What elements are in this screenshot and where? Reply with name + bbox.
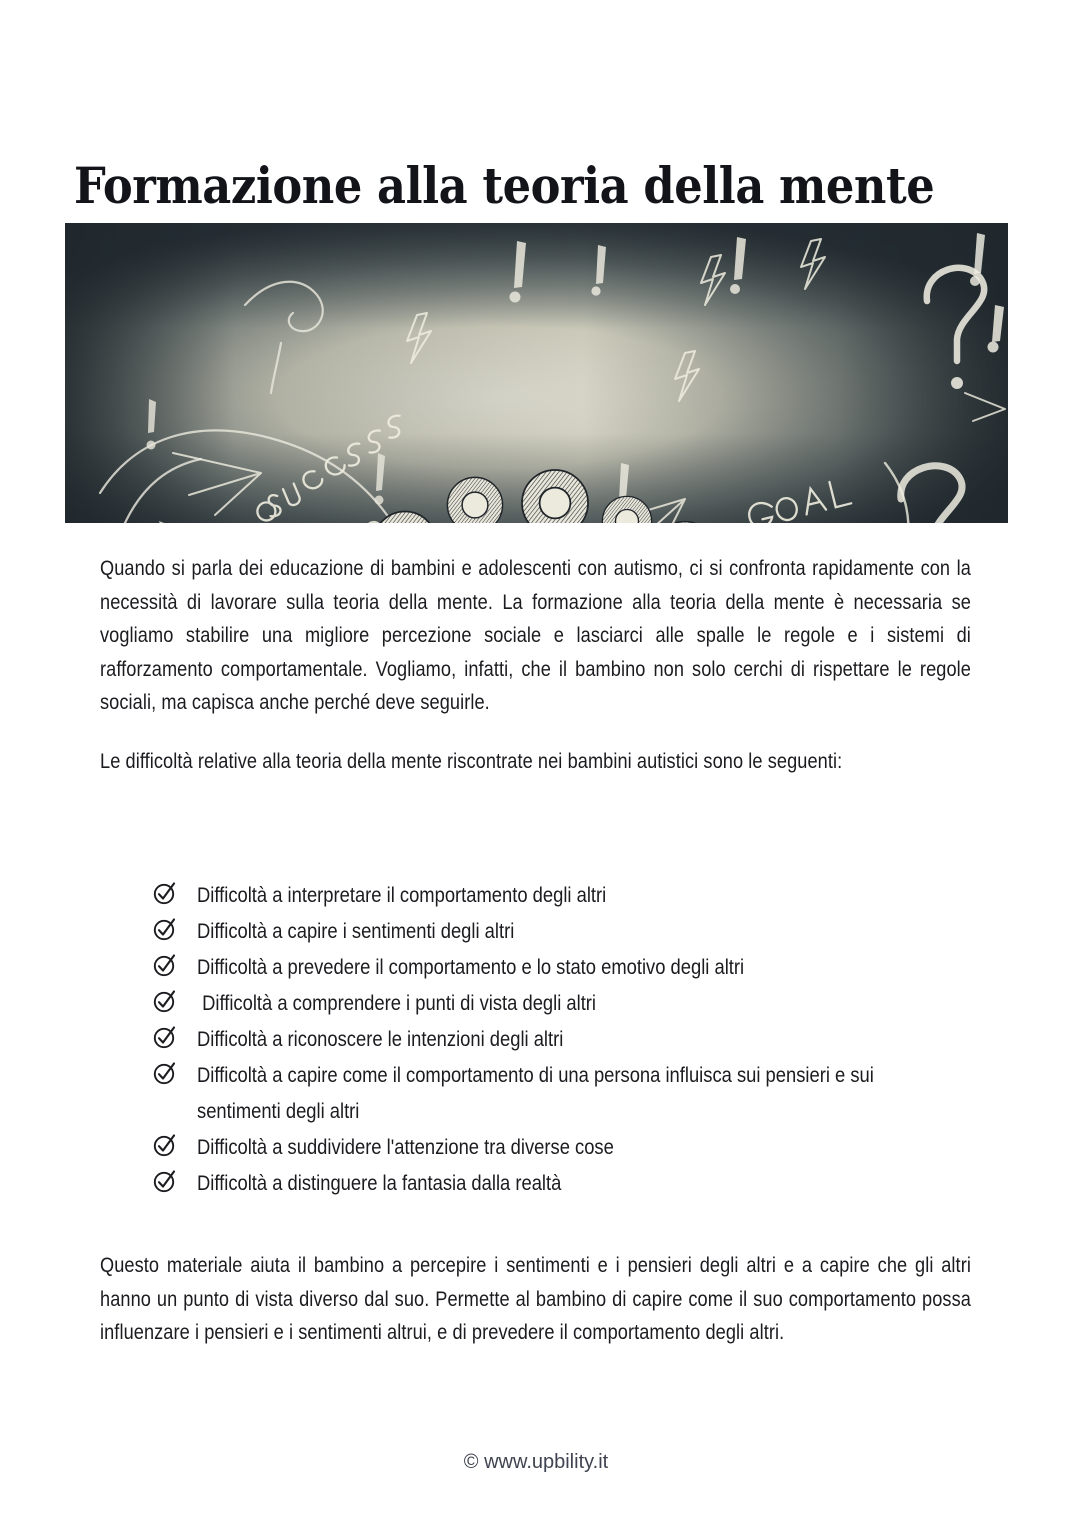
banner-image xyxy=(65,223,1008,523)
list-item-label: Difficoltà a capire i sentimenti degli altri xyxy=(197,920,515,943)
list-item-label: Difficoltà a riconoscere le intenzioni degli altri xyxy=(197,1028,564,1051)
circled-checkmark-icon xyxy=(152,1024,178,1050)
list-item-label: Difficoltà a comprendere i punti di vista degli altri xyxy=(197,992,597,1015)
list-item-label: Difficoltà a capire come il comportamento di una persona influisca sui pensieri e sui sentimenti degli altri xyxy=(197,1064,879,1123)
list-item xyxy=(152,950,952,986)
list-item xyxy=(152,878,952,914)
list-item xyxy=(152,1166,952,1202)
list-item xyxy=(152,1130,952,1166)
circled-checkmark-icon xyxy=(152,952,178,978)
list-item xyxy=(152,1058,952,1130)
footer-copyright: © www.upbility.it xyxy=(463,1451,609,1473)
paragraph-intro: Quando si parla dei educazione di bambini e adolescenti con autismo, ci si confronta rapidamente con la necessità di lavorare sulla teoria della mente. La formazione alla teoria della mente è necessaria se vogliamo stabilire una migliore percezione sociale e lasciarci alle spalle le regole e i sistemi di rafforzamento comportamentale. Vogliamo, infatti, che il bambino non solo cerchi di rispettare le regole sociali, ma capisca anche perché deve seguirle. xyxy=(100,557,971,714)
list-item-label: Difficoltà a interpretare il comportamento degli altri xyxy=(197,884,607,907)
list-item-label: Difficoltà a distinguere la fantasia dalla realtà xyxy=(197,1172,562,1195)
circled-checkmark-icon xyxy=(152,880,178,906)
body-text-column xyxy=(100,552,971,778)
circled-checkmark-icon xyxy=(152,1060,178,1086)
list-item xyxy=(152,986,952,1022)
list-item xyxy=(152,914,952,950)
paragraph-list-lead-in: Le difficoltà relative alla teoria della mente riscontrate nei bambini autistici sono le seguenti: xyxy=(100,749,843,773)
page-title: Formazione alla teoria della mente xyxy=(74,155,935,215)
circled-checkmark-icon xyxy=(152,916,178,942)
list-item-label: Difficoltà a prevedere il comportamento e lo stato emotivo degli altri xyxy=(197,956,745,979)
circled-checkmark-icon xyxy=(152,1132,178,1158)
difficulties-checklist xyxy=(152,878,952,1202)
list-item xyxy=(152,1022,952,1058)
paragraph-closing: Questo materiale aiuta il bambino a percepire i sentimenti e i pensieri degli altri e a capire che gli altri hanno un punto di vista diverso dal suo. Permette al bambino di capire come il suo comportamento possa influenzare i pensieri e i sentimenti altrui, e di prevedere il comportamento degli altri. xyxy=(100,1254,971,1344)
circled-checkmark-icon xyxy=(152,988,178,1014)
list-item-label: Difficoltà a suddividere l'attenzione tra diverse cose xyxy=(197,1136,614,1159)
circled-checkmark-icon xyxy=(152,1168,178,1194)
closing-text-column xyxy=(100,1249,971,1350)
